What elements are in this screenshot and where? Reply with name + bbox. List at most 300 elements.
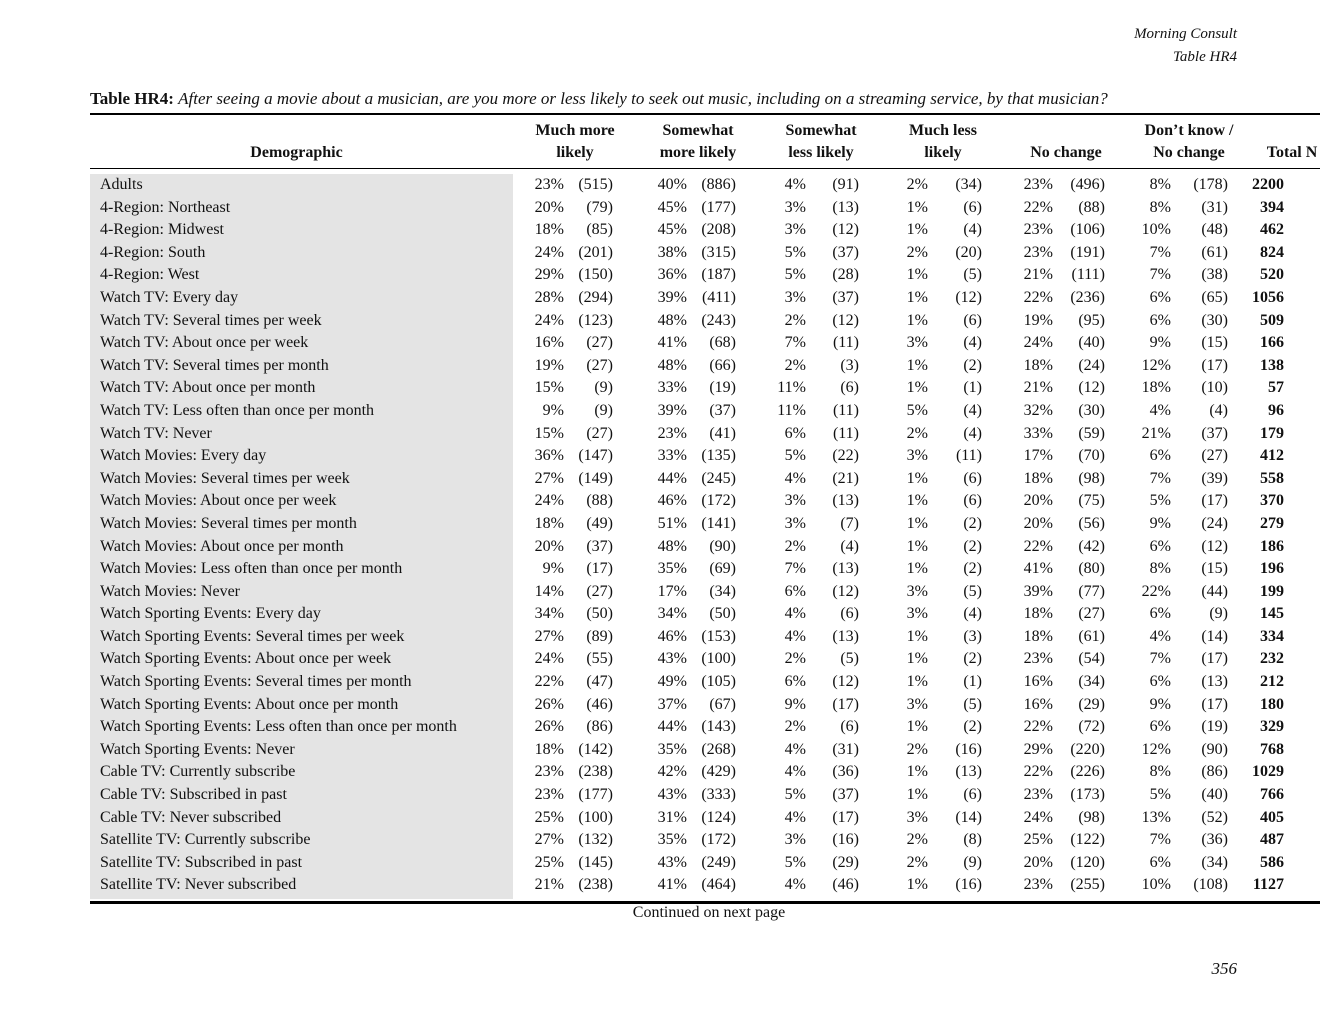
- percent-cell: 3%: [906, 695, 928, 713]
- count-cell: (6): [963, 469, 982, 487]
- percent-cell: 43%: [657, 650, 687, 668]
- count-cell: (91): [832, 176, 859, 193]
- count-cell: (2): [963, 718, 982, 736]
- total-n-cell: 179: [1260, 424, 1284, 442]
- total-n-cell: 166: [1260, 334, 1284, 352]
- demographic-cell: Satellite TV: Currently subscribe: [100, 831, 311, 849]
- count-cell: (49): [586, 514, 613, 532]
- count-cell: (6): [840, 379, 859, 397]
- table-row: [90, 445, 1284, 468]
- percent-cell: 1%: [906, 198, 928, 216]
- percent-cell: 2%: [906, 740, 928, 758]
- count-cell: (68): [709, 334, 736, 352]
- total-n-cell: 329: [1260, 718, 1284, 736]
- percent-cell: 6%: [1149, 537, 1171, 555]
- percent-cell: 4%: [784, 876, 806, 894]
- percent-cell: 14%: [534, 582, 564, 600]
- count-cell: (37): [832, 786, 859, 804]
- percent-cell: 4%: [1149, 627, 1171, 645]
- table-row: [90, 874, 1284, 897]
- count-cell: (61): [1201, 243, 1228, 261]
- caption-text: After seeing a movie about a musician, are you more or less likely to seek out music, including on a streaming service, by that musician?: [178, 89, 1108, 108]
- table-row: [90, 174, 1284, 197]
- percent-cell: 51%: [657, 514, 687, 532]
- demographic-cell: Watch Movies: Several times per month: [100, 514, 357, 532]
- total-n-cell: 405: [1260, 808, 1284, 826]
- count-cell: (12): [1201, 537, 1228, 555]
- count-cell: (12): [832, 221, 859, 239]
- percent-cell: 39%: [657, 401, 687, 419]
- count-cell: (135): [701, 447, 736, 465]
- percent-cell: 4%: [784, 627, 806, 645]
- count-cell: (27): [1078, 605, 1105, 623]
- count-cell: (29): [832, 853, 859, 871]
- count-cell: (100): [578, 808, 613, 826]
- count-cell: (149): [578, 469, 613, 487]
- demographic-cell: Watch TV: About once per week: [100, 334, 309, 352]
- demographic-cell: 4-Region: Midwest: [100, 221, 224, 239]
- count-cell: (178): [1193, 176, 1228, 193]
- count-cell: (105): [701, 673, 736, 691]
- percent-cell: 7%: [1149, 266, 1171, 284]
- table-row: [90, 400, 1284, 423]
- count-cell: (11): [832, 401, 859, 419]
- count-cell: (172): [701, 831, 736, 849]
- count-cell: (10): [1201, 379, 1228, 397]
- percent-cell: 1%: [906, 560, 928, 578]
- count-cell: (16): [955, 876, 982, 894]
- count-cell: (123): [578, 311, 613, 329]
- percent-cell: 22%: [1023, 718, 1053, 736]
- count-cell: (6): [840, 718, 859, 736]
- percent-cell: 21%: [1023, 379, 1053, 397]
- percent-cell: 10%: [1141, 221, 1171, 239]
- total-n-cell: 196: [1260, 560, 1284, 578]
- count-cell: (187): [701, 266, 736, 284]
- count-cell: (249): [701, 853, 736, 871]
- count-cell: (12): [832, 673, 859, 691]
- total-n-cell: 394: [1260, 198, 1284, 216]
- percent-cell: 25%: [534, 808, 564, 826]
- count-cell: (141): [701, 514, 736, 532]
- count-cell: (886): [701, 176, 736, 193]
- count-cell: (11): [832, 334, 859, 352]
- demographic-cell: Watch TV: Several times per month: [100, 356, 329, 374]
- percent-cell: 45%: [657, 198, 687, 216]
- count-cell: (333): [701, 786, 736, 804]
- percent-cell: 4%: [784, 808, 806, 826]
- demographic-cell: 4-Region: Northeast: [100, 198, 231, 216]
- percent-cell: 17%: [1023, 447, 1053, 465]
- percent-cell: 24%: [1023, 808, 1053, 826]
- count-cell: (86): [1201, 763, 1228, 781]
- count-cell: (515): [578, 176, 613, 193]
- count-cell: (243): [701, 311, 736, 329]
- percent-cell: 2%: [784, 356, 806, 374]
- percent-cell: 23%: [534, 176, 564, 193]
- percent-cell: 18%: [534, 740, 564, 758]
- percent-cell: 8%: [1149, 763, 1171, 781]
- percent-cell: 17%: [657, 582, 687, 600]
- percent-cell: 26%: [534, 718, 564, 736]
- count-cell: (4): [963, 221, 982, 239]
- count-cell: (5): [963, 695, 982, 713]
- count-cell: (208): [701, 221, 736, 239]
- table-row: [90, 648, 1284, 671]
- percent-cell: 39%: [1023, 582, 1053, 600]
- count-cell: (106): [1070, 221, 1105, 239]
- count-cell: (111): [1071, 266, 1105, 284]
- count-cell: (12): [1078, 379, 1105, 397]
- demographic-cell: Watch Movies: About once per month: [100, 537, 344, 555]
- demographic-cell: Watch TV: Several times per week: [100, 311, 322, 329]
- demographic-cell: Watch TV: Never: [100, 424, 212, 442]
- table-row: [90, 377, 1284, 400]
- col-head-line: likely: [556, 144, 594, 161]
- count-cell: (34): [1201, 853, 1228, 871]
- count-cell: (37): [1201, 424, 1228, 442]
- percent-cell: 18%: [1023, 356, 1053, 374]
- total-n-cell: 186: [1260, 537, 1284, 555]
- percent-cell: 3%: [784, 288, 806, 306]
- col-head-line: [1011, 120, 1121, 142]
- col-head-no-change: [1011, 120, 1121, 164]
- percent-cell: 23%: [1023, 650, 1053, 668]
- count-cell: (90): [1201, 740, 1228, 758]
- count-cell: (40): [1078, 334, 1105, 352]
- table-row: [90, 761, 1284, 784]
- percent-cell: 43%: [657, 853, 687, 871]
- demographic-cell: Watch Sporting Events: Never: [100, 740, 295, 758]
- count-cell: (1): [963, 379, 982, 397]
- percent-cell: 4%: [784, 740, 806, 758]
- count-cell: (27): [586, 582, 613, 600]
- percent-cell: 18%: [1023, 605, 1053, 623]
- demographic-cell: Watch Movies: Every day: [100, 447, 267, 465]
- count-cell: (3): [963, 627, 982, 645]
- count-cell: (108): [1193, 876, 1228, 894]
- total-n-cell: 279: [1260, 514, 1284, 532]
- percent-cell: 2%: [784, 718, 806, 736]
- count-cell: (17): [832, 695, 859, 713]
- count-cell: (41): [709, 424, 736, 442]
- col-head-line: No change: [1030, 144, 1102, 161]
- percent-cell: 3%: [906, 605, 928, 623]
- count-cell: (173): [1070, 786, 1105, 804]
- demographic-cell: Cable TV: Subscribed in past: [100, 786, 287, 804]
- count-cell: (4): [963, 401, 982, 419]
- percent-cell: 35%: [657, 560, 687, 578]
- percent-cell: 1%: [906, 673, 928, 691]
- demographic-cell: Watch Sporting Events: Every day: [100, 605, 321, 623]
- count-cell: (24): [1078, 356, 1105, 374]
- percent-cell: 16%: [1023, 673, 1053, 691]
- count-cell: (59): [1078, 424, 1105, 442]
- percent-cell: 18%: [1023, 469, 1053, 487]
- percent-cell: 1%: [906, 718, 928, 736]
- count-cell: (496): [1070, 176, 1105, 193]
- count-cell: (2): [963, 514, 982, 532]
- count-cell: (65): [1201, 288, 1228, 306]
- total-n-cell: 520: [1260, 266, 1284, 284]
- total-n-cell: 199: [1260, 582, 1284, 600]
- count-cell: (46): [586, 695, 613, 713]
- table-row: [90, 739, 1284, 762]
- count-cell: (153): [701, 627, 736, 645]
- count-cell: (98): [1078, 808, 1105, 826]
- count-cell: (145): [578, 853, 613, 871]
- count-cell: (13): [832, 560, 859, 578]
- percent-cell: 8%: [1149, 560, 1171, 578]
- col-head-line: Don’t know /: [1144, 122, 1234, 139]
- count-cell: (19): [1201, 718, 1228, 736]
- count-cell: (4): [1209, 401, 1228, 419]
- count-cell: (5): [840, 650, 859, 668]
- percent-cell: 8%: [1149, 176, 1171, 193]
- percent-cell: 2%: [906, 853, 928, 871]
- percent-cell: 29%: [1023, 740, 1053, 758]
- count-cell: (6): [963, 492, 982, 510]
- percent-cell: 23%: [1023, 786, 1053, 804]
- percent-cell: 23%: [1023, 876, 1053, 894]
- percent-cell: 4%: [784, 469, 806, 487]
- percent-cell: 15%: [534, 379, 564, 397]
- count-cell: (16): [832, 831, 859, 849]
- percent-cell: 4%: [1149, 401, 1171, 419]
- count-cell: (48): [1201, 221, 1228, 239]
- percent-cell: 22%: [1141, 582, 1171, 600]
- percent-cell: 33%: [657, 379, 687, 397]
- header-table-id: Table HR4: [1172, 49, 1237, 65]
- percent-cell: 3%: [906, 334, 928, 352]
- count-cell: (8): [963, 831, 982, 849]
- percent-cell: 12%: [1141, 356, 1171, 374]
- percent-cell: 11%: [777, 401, 806, 419]
- percent-cell: 11%: [777, 379, 806, 397]
- percent-cell: 1%: [906, 379, 928, 397]
- total-n-cell: 1056: [1252, 288, 1284, 306]
- count-cell: (147): [578, 447, 613, 465]
- percent-cell: 20%: [534, 537, 564, 555]
- count-cell: (47): [586, 673, 613, 691]
- count-cell: (11): [832, 424, 859, 442]
- count-cell: (226): [1070, 763, 1105, 781]
- percent-cell: 12%: [1141, 740, 1171, 758]
- percent-cell: 2%: [906, 176, 928, 193]
- count-cell: (31): [1201, 198, 1228, 216]
- count-cell: (52): [1201, 808, 1228, 826]
- count-cell: (39): [1201, 469, 1228, 487]
- table-row: [90, 558, 1284, 581]
- percent-cell: 19%: [1023, 311, 1053, 329]
- count-cell: (56): [1078, 514, 1105, 532]
- percent-cell: 7%: [1149, 831, 1171, 849]
- count-cell: (220): [1070, 740, 1105, 758]
- count-cell: (50): [586, 605, 613, 623]
- percent-cell: 38%: [657, 243, 687, 261]
- count-cell: (150): [578, 266, 613, 284]
- count-cell: (27): [586, 424, 613, 442]
- percent-cell: 46%: [657, 627, 687, 645]
- percent-cell: 23%: [534, 786, 564, 804]
- table-row: [90, 852, 1284, 875]
- demographic-cell: Watch TV: About once per month: [100, 379, 316, 397]
- percent-cell: 6%: [1149, 288, 1171, 306]
- percent-cell: 6%: [1149, 311, 1171, 329]
- demographic-cell: Watch Movies: Several times per week: [100, 469, 350, 487]
- percent-cell: 7%: [1149, 243, 1171, 261]
- percent-cell: 7%: [784, 560, 806, 578]
- total-n-cell: 370: [1260, 492, 1284, 510]
- count-cell: (6): [840, 605, 859, 623]
- count-cell: (7): [840, 514, 859, 532]
- percent-cell: 49%: [657, 673, 687, 691]
- demographic-cell: Watch Movies: Never: [100, 582, 240, 600]
- table-row: [90, 219, 1284, 242]
- results-table: [90, 174, 1284, 897]
- count-cell: (27): [586, 334, 613, 352]
- count-cell: (6): [963, 198, 982, 216]
- percent-cell: 26%: [534, 695, 564, 713]
- percent-cell: 18%: [1023, 627, 1053, 645]
- count-cell: (15): [1201, 560, 1228, 578]
- percent-cell: 20%: [534, 198, 564, 216]
- total-n-cell: 768: [1260, 740, 1284, 758]
- count-cell: (429): [701, 763, 736, 781]
- percent-cell: 4%: [784, 605, 806, 623]
- percent-cell: 18%: [534, 514, 564, 532]
- percent-cell: 2%: [906, 424, 928, 442]
- count-cell: (4): [963, 605, 982, 623]
- count-cell: (122): [1070, 831, 1105, 849]
- count-cell: (411): [701, 288, 736, 306]
- count-cell: (2): [963, 356, 982, 374]
- total-n-cell: 412: [1260, 447, 1284, 465]
- percent-cell: 3%: [784, 221, 806, 239]
- table-row: [90, 807, 1284, 830]
- count-cell: (54): [1078, 650, 1105, 668]
- percent-cell: 9%: [784, 695, 806, 713]
- count-cell: (464): [701, 876, 736, 894]
- count-cell: (124): [701, 808, 736, 826]
- count-cell: (69): [709, 560, 736, 578]
- percent-cell: 20%: [1023, 492, 1053, 510]
- count-cell: (98): [1078, 469, 1105, 487]
- percent-cell: 20%: [1023, 853, 1053, 871]
- percent-cell: 9%: [542, 560, 564, 578]
- demographic-cell: Cable TV: Never subscribed: [100, 808, 282, 826]
- percent-cell: 32%: [1023, 401, 1053, 419]
- table-row: [90, 287, 1284, 310]
- percent-cell: 33%: [657, 447, 687, 465]
- count-cell: (4): [963, 334, 982, 352]
- count-cell: (19): [709, 379, 736, 397]
- percent-cell: 1%: [906, 492, 928, 510]
- percent-cell: 3%: [784, 831, 806, 849]
- percent-cell: 8%: [1149, 198, 1171, 216]
- count-cell: (22): [832, 447, 859, 465]
- count-cell: (238): [578, 876, 613, 894]
- percent-cell: 7%: [1149, 650, 1171, 668]
- count-cell: (9): [1209, 605, 1228, 623]
- count-cell: (31): [832, 740, 859, 758]
- demographic-cell: Cable TV: Currently subscribe: [100, 763, 296, 781]
- count-cell: (14): [955, 808, 982, 826]
- percent-cell: 6%: [1149, 605, 1171, 623]
- total-n-cell: 1029: [1252, 763, 1284, 781]
- percent-cell: 2%: [784, 537, 806, 555]
- col-head-line: likely: [924, 144, 962, 161]
- percent-cell: 5%: [1149, 492, 1171, 510]
- count-cell: (42): [1078, 537, 1105, 555]
- percent-cell: 16%: [1023, 695, 1053, 713]
- percent-cell: 24%: [1023, 334, 1053, 352]
- table-row: [90, 423, 1284, 446]
- col-head-somewhat-more-likely: [643, 120, 753, 164]
- percent-cell: 3%: [906, 447, 928, 465]
- table-row: [90, 784, 1284, 807]
- table-row: [90, 536, 1284, 559]
- percent-cell: 46%: [657, 492, 687, 510]
- count-cell: (28): [832, 266, 859, 284]
- col-head-line: Much more: [535, 122, 615, 139]
- count-cell: (38): [1201, 266, 1228, 284]
- demographic-cell: Adults: [100, 176, 143, 193]
- count-cell: (17): [1201, 695, 1228, 713]
- percent-cell: 45%: [657, 221, 687, 239]
- count-cell: (6): [963, 311, 982, 329]
- percent-cell: 9%: [1149, 514, 1171, 532]
- continued-note: Continued on next page: [632, 904, 786, 921]
- count-cell: (86): [586, 718, 613, 736]
- percent-cell: 5%: [1149, 786, 1171, 804]
- count-cell: (142): [578, 740, 613, 758]
- percent-cell: 35%: [657, 740, 687, 758]
- percent-cell: 2%: [784, 311, 806, 329]
- percent-cell: 28%: [534, 288, 564, 306]
- percent-cell: 13%: [1141, 808, 1171, 826]
- header-rule: [90, 168, 1320, 169]
- count-cell: (72): [1078, 718, 1105, 736]
- percent-cell: 44%: [657, 718, 687, 736]
- count-cell: (85): [586, 221, 613, 239]
- count-cell: (88): [1078, 198, 1105, 216]
- count-cell: (17): [832, 808, 859, 826]
- percent-cell: 7%: [1149, 469, 1171, 487]
- percent-cell: 41%: [657, 334, 687, 352]
- percent-cell: 29%: [534, 266, 564, 284]
- count-cell: (44): [1201, 582, 1228, 600]
- percent-cell: 1%: [906, 650, 928, 668]
- count-cell: (36): [1201, 831, 1228, 849]
- demographic-cell: 4-Region: South: [100, 243, 206, 261]
- count-cell: (2): [963, 560, 982, 578]
- percent-cell: 24%: [534, 311, 564, 329]
- percent-cell: 42%: [657, 763, 687, 781]
- percent-cell: 6%: [1149, 673, 1171, 691]
- count-cell: (12): [832, 582, 859, 600]
- count-cell: (4): [840, 537, 859, 555]
- table-row: [90, 671, 1284, 694]
- count-cell: (11): [955, 447, 982, 465]
- col-head-line: Much less: [909, 122, 977, 139]
- percent-cell: 25%: [534, 853, 564, 871]
- count-cell: (89): [586, 627, 613, 645]
- total-n-cell: 766: [1260, 786, 1284, 804]
- percent-cell: 1%: [906, 786, 928, 804]
- demographic-cell: Watch Sporting Events: About once per week: [100, 650, 392, 668]
- demographic-cell: Watch Sporting Events: Several times per week: [100, 627, 405, 645]
